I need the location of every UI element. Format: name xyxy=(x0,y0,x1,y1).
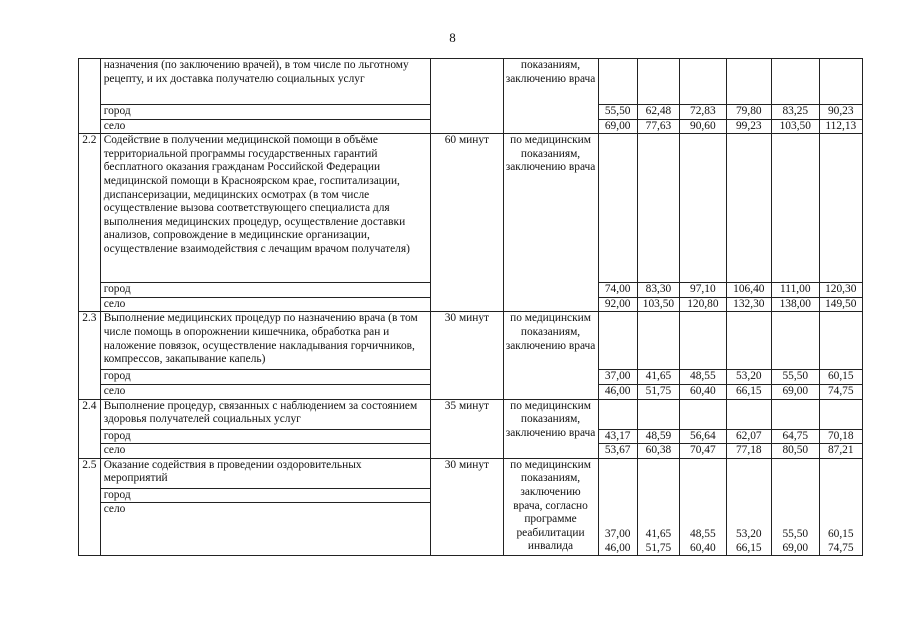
price-value: 66,15 xyxy=(726,384,771,399)
value-cell xyxy=(637,59,679,105)
price-value: 72,83 xyxy=(680,105,726,120)
value-cell xyxy=(726,399,771,429)
value-cell xyxy=(819,134,862,283)
price-value: 106,40 xyxy=(726,283,771,298)
section-row xyxy=(79,134,863,283)
row-label: село xyxy=(100,444,431,459)
row-label: село xyxy=(100,119,431,134)
tariff-table xyxy=(78,58,863,556)
price-value: 83,25 xyxy=(772,105,820,120)
section-condition: по медицинским показаниям, заключению врача xyxy=(503,399,598,458)
price-value: 60,15 xyxy=(819,370,862,385)
price-value: 56,64 xyxy=(680,429,726,444)
price-value: 66,15 xyxy=(735,541,762,554)
price-value: 83,30 xyxy=(637,283,679,298)
row-label: село xyxy=(100,297,431,312)
price-value: 111,00 xyxy=(772,283,820,298)
price-value: 69,00 xyxy=(782,541,809,554)
price-value: 138,00 xyxy=(772,297,820,312)
price-value: 55,50 xyxy=(598,105,637,120)
price-value: 37,00 xyxy=(604,528,631,541)
row-label: город xyxy=(100,370,431,385)
value-cell xyxy=(772,458,820,556)
value-cell xyxy=(598,134,637,283)
price-value: 97,10 xyxy=(680,283,726,298)
value-cell xyxy=(819,458,862,556)
price-value: 64,75 xyxy=(772,429,820,444)
price-value: 48,59 xyxy=(637,429,679,444)
value-cell xyxy=(680,399,726,429)
price-value: 120,80 xyxy=(680,297,726,312)
value-cell xyxy=(637,134,679,283)
section-number: 2.2 xyxy=(79,134,101,312)
section-time: 30 минут xyxy=(431,458,503,556)
value-cell xyxy=(772,312,820,370)
price-value: 74,75 xyxy=(819,384,862,399)
price-value: 62,07 xyxy=(726,429,771,444)
value-cell xyxy=(819,59,862,105)
price-value: 99,23 xyxy=(726,119,771,134)
value-cell xyxy=(772,134,820,283)
price-value: 74,00 xyxy=(598,283,637,298)
price-value: 60,40 xyxy=(690,541,716,554)
value-cell xyxy=(680,458,726,556)
row-label: село xyxy=(100,384,431,399)
price-value: 62,48 xyxy=(637,105,679,120)
price-value: 60,38 xyxy=(637,444,679,459)
price-value: 132,30 xyxy=(726,297,771,312)
value-cell xyxy=(726,458,771,556)
section-row xyxy=(79,312,863,370)
price-value: 55,50 xyxy=(782,528,809,541)
value-cell xyxy=(598,59,637,105)
value-cell xyxy=(680,59,726,105)
value-cell xyxy=(637,312,679,370)
section-condition: показаниям, заключению врача xyxy=(503,59,598,134)
value-cell xyxy=(772,59,820,105)
price-value: 53,67 xyxy=(598,444,637,459)
price-value: 103,50 xyxy=(772,119,820,134)
price-value: 80,50 xyxy=(772,444,820,459)
price-value: 90,60 xyxy=(680,119,726,134)
value-cell xyxy=(637,399,679,429)
section-time: 30 минут xyxy=(431,312,503,399)
section-condition: по медицинским показаниям, заключению врача xyxy=(503,134,598,312)
value-cell xyxy=(819,312,862,370)
price-value: 120,30 xyxy=(819,283,862,298)
value-cell xyxy=(819,399,862,429)
price-value: 69,00 xyxy=(772,384,820,399)
section-time xyxy=(431,59,503,134)
section-time: 35 минут xyxy=(431,399,503,458)
price-value: 69,00 xyxy=(598,119,637,134)
price-value: 70,47 xyxy=(680,444,726,459)
price-value: 53,20 xyxy=(735,528,762,541)
price-value: 103,50 xyxy=(637,297,679,312)
price-value: 77,18 xyxy=(726,444,771,459)
price-value: 87,21 xyxy=(819,444,862,459)
section-number xyxy=(79,59,101,134)
section-number: 2.5 xyxy=(79,458,101,556)
section-description: Выполнение медицинских процедур по назначению врача (в том числе помощь в опорожнении кишечника, обработка ран и наложение повязок, осуществление накладывания горчичников, компрессов, закапывание капель) xyxy=(100,312,431,370)
row-label: село xyxy=(100,503,431,556)
value-cell xyxy=(680,312,726,370)
price-value: 43,17 xyxy=(598,429,637,444)
price-value: 79,80 xyxy=(726,105,771,120)
price-value: 77,63 xyxy=(637,119,679,134)
price-value: 51,75 xyxy=(645,541,672,554)
value-cell xyxy=(598,399,637,429)
section-row xyxy=(79,399,863,429)
row-label: город xyxy=(100,429,431,444)
section-description: Выполнение процедур, связанных с наблюдением за состоянием здоровья получателей социальных услуг xyxy=(100,399,431,429)
price-value: 149,50 xyxy=(819,297,862,312)
section-number: 2.3 xyxy=(79,312,101,399)
price-value: 46,00 xyxy=(598,384,637,399)
price-value: 41,65 xyxy=(645,528,672,541)
price-value: 70,18 xyxy=(819,429,862,444)
section-time: 60 минут xyxy=(431,134,503,312)
row-label: город xyxy=(100,488,431,503)
section-condition: по медицинским показаниям, заключению врача xyxy=(503,312,598,399)
price-value: 92,00 xyxy=(598,297,637,312)
price-value: 41,65 xyxy=(637,370,679,385)
price-value: 48,55 xyxy=(680,370,726,385)
section-condition: по медицинским показаниям, заключению врача, согласно программе реабилитации инвалида xyxy=(503,458,598,556)
section-number: 2.4 xyxy=(79,399,101,458)
price-value: 74,75 xyxy=(827,541,854,554)
price-value: 90,23 xyxy=(819,105,862,120)
price-value: 48,55 xyxy=(690,528,716,541)
section-row xyxy=(79,458,863,488)
section-description: Содействие в получении медицинской помощи в объёме территориальной программы государственных гарантий бесплатного оказания гражданам Российской Федерации медицинской помощи в Красноярском крае, госпитализации, диспансеризации, медицинских осмотрах (в том числе осуществление вызова соответствующего специалиста для выполнения медицинских процедур, осуществление доставки анализов, сопровождение в медицинские организации, осуществление взаимодействия с лечащим врачом получателя) xyxy=(100,134,431,283)
value-cell xyxy=(726,312,771,370)
value-cell xyxy=(598,312,637,370)
price-value: 46,00 xyxy=(604,541,631,554)
row-label: город xyxy=(100,283,431,298)
price-value: 55,50 xyxy=(772,370,820,385)
value-cell xyxy=(680,134,726,283)
section-description: Оказание содействия в проведении оздоровительных мероприятий xyxy=(100,458,431,488)
row-label: город xyxy=(100,105,431,120)
price-value: 60,40 xyxy=(680,384,726,399)
value-cell xyxy=(637,458,679,556)
price-value: 60,15 xyxy=(827,528,854,541)
price-value: 51,75 xyxy=(637,384,679,399)
price-value: 37,00 xyxy=(598,370,637,385)
section-row xyxy=(79,59,863,105)
page-number: 8 xyxy=(449,30,456,45)
value-cell xyxy=(772,399,820,429)
price-value: 53,20 xyxy=(726,370,771,385)
value-cell xyxy=(726,134,771,283)
price-value: 112,13 xyxy=(819,119,862,134)
section-description: назначения (по заключению врачей), в том числе по льготному рецепту, и их доставка получателю социальных услуг xyxy=(100,59,431,105)
value-cell xyxy=(726,59,771,105)
value-cell xyxy=(598,458,637,556)
